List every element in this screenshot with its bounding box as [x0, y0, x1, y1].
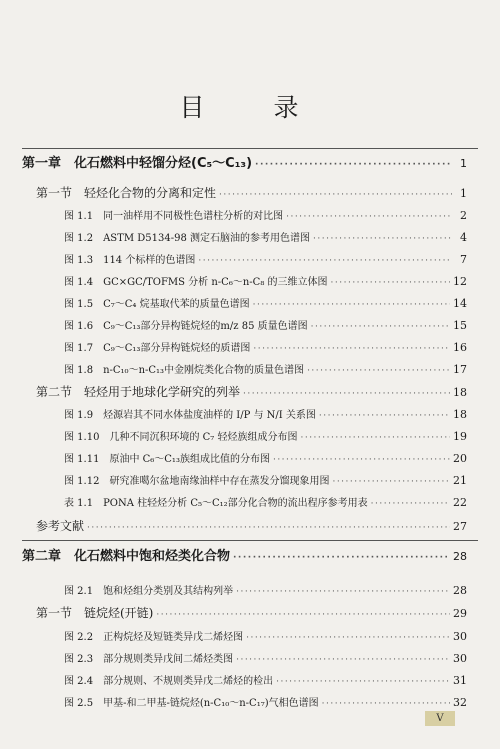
toc-page-number: 1 [460, 187, 467, 200]
toc-figure[interactable] [64, 582, 467, 597]
toc-figure[interactable] [64, 406, 467, 421]
toc-figure[interactable] [64, 251, 467, 266]
toc-figure-label: 图 1.7 C₉～C₁₃部分异构链烷烃的质谱图 [64, 343, 251, 354]
toc-leader [253, 344, 450, 354]
toc-page-number: 1 [460, 157, 467, 170]
toc-section-label: 第二节 轻烃用于地球化学研究的列举 [36, 385, 241, 399]
toc-figure-label: 图 2.3 部分规则类异戊间二烯烃类图 [64, 654, 234, 665]
toc-figure[interactable] [64, 672, 467, 687]
toc-figure-label: 图 1.1 同一油样用不同极性色谱柱分析的对比图 [64, 211, 284, 222]
toc-leader [236, 587, 450, 597]
toc-figure-label: 图 1.12 研究准噶尔盆地南缘油样中存在蒸发分馏现象用图 [64, 476, 330, 487]
toc-section[interactable] [36, 383, 467, 400]
toc-page-number: 27 [453, 520, 467, 533]
toc-section-label: 第一节 轻烃化合物的分离和定性 [36, 186, 217, 200]
toc-table-label: 表 1.1 PONA 柱轻烃分析 C₅～C₁₂部分化合物的流出程序参考用表 [64, 498, 368, 509]
toc-figure[interactable] [64, 317, 467, 332]
toc-page-number: 2 [460, 209, 467, 222]
toc-page-number: 19 [453, 430, 467, 443]
toc-figure[interactable] [64, 450, 467, 465]
toc-figure-label: 图 1.5 C₇～C₄ 烷基取代苯的质量色谱图 [64, 299, 250, 310]
toc-figure[interactable] [64, 650, 467, 665]
toc-page-number: 31 [453, 674, 467, 687]
toc-figure[interactable] [64, 207, 467, 222]
toc-chapter[interactable] [22, 545, 467, 564]
chapter-rule [22, 148, 478, 149]
toc-leader [87, 523, 450, 533]
toc-figure[interactable] [64, 229, 467, 244]
toc-chapter-label: 第一章 化石燃料中轻馏分烃(C₅～C₁₃) [22, 156, 253, 171]
toc-figure-label: 图 1.10 几种不同沉积环境的 C₇ 轻烃族组成分布图 [64, 432, 298, 443]
toc-page-number: 30 [453, 652, 467, 665]
toc-page-number: 16 [453, 341, 467, 354]
toc-figure[interactable] [64, 428, 467, 443]
toc-leader [253, 300, 450, 310]
chapter-rule [22, 540, 478, 541]
toc-leader [236, 655, 450, 665]
toc-leader [198, 256, 452, 266]
toc-leader [311, 322, 450, 332]
toc-page-number: 17 [453, 363, 467, 376]
toc-leader [322, 699, 450, 709]
page-title: 目 录 [179, 93, 321, 122]
toc-leader [219, 190, 452, 200]
toc-page-number: 30 [453, 630, 467, 643]
toc-leader [156, 610, 450, 620]
toc-figure[interactable] [64, 628, 467, 643]
toc-leader [243, 389, 450, 399]
toc-page-number: 29 [453, 607, 467, 620]
toc-section[interactable] [36, 604, 467, 621]
page-number-badge: V [425, 711, 455, 726]
toc-figure-label: 图 2.2 正构烷烃及短链类异戊二烯烃图 [64, 632, 244, 643]
toc-leader [319, 411, 450, 421]
toc-chapter-label: 第二章 化石燃料中饱和烃类化合物 [22, 549, 231, 564]
toc-page-number: 18 [453, 386, 467, 399]
toc-figure-label: 图 1.8 n-C₁₀～n-C₁₃中金刚烷类化合物的质量色谱图 [64, 365, 305, 376]
toc-figure-label: 图 1.4 GC×GC/TOFMS 分析 n-C₆～n-C₈ 的三维立体图 [64, 277, 328, 288]
toc-leader [331, 278, 450, 288]
toc-page-number: 18 [453, 408, 467, 421]
toc-page-number: 12 [453, 275, 467, 288]
toc-figure-label: 图 1.2 ASTM D5134-98 测定石脑油的参考用色谱图 [64, 233, 310, 244]
toc-figure[interactable] [64, 273, 467, 288]
toc-page-number: 14 [453, 297, 467, 310]
toc-leader [273, 455, 450, 465]
toc-leader [307, 366, 450, 376]
toc-leader [313, 234, 452, 244]
toc-table[interactable] [64, 494, 467, 509]
toc-leader [255, 160, 452, 170]
toc-references[interactable] [36, 517, 467, 534]
toc-figure-label: 图 1.11 原油中 C₆～C₁₃族组成比值的分布图 [64, 454, 270, 465]
toc-figure[interactable] [64, 339, 467, 354]
toc-figure-label: 图 1.6 C₉～C₁₃部分异构链烷烃的m/z 85 质量色谱图 [64, 321, 308, 332]
toc-figure[interactable] [64, 361, 467, 376]
toc-figure[interactable] [64, 295, 467, 310]
toc-figure-label: 图 2.4 部分规则、不规则类异戊二烯烃的检出 [64, 676, 274, 687]
toc-page-number: 21 [453, 474, 467, 487]
toc-section[interactable] [36, 184, 467, 201]
toc-leader [276, 677, 450, 687]
toc-leader [233, 553, 450, 563]
toc-figure-label: 图 2.1 饱和烃组分类别及其结构列举 [64, 586, 234, 597]
toc-page-number: 15 [453, 319, 467, 332]
toc-figure[interactable] [64, 694, 467, 709]
toc-figure-label: 图 1.9 烃源岩其不同水体盐度油样的 I/P 与 N/I 关系图 [64, 410, 316, 421]
toc-page-number: 28 [453, 550, 467, 563]
toc-figure[interactable] [64, 472, 467, 487]
toc-page-number: 32 [453, 696, 467, 709]
toc-page-number: 4 [460, 231, 467, 244]
toc-leader [332, 477, 450, 487]
toc-page-number: 20 [453, 452, 467, 465]
toc-chapter[interactable] [22, 152, 467, 171]
toc-section-label: 第一节 链烷烃(开链) [36, 606, 154, 620]
toc-leader [286, 212, 452, 222]
toc-page-number: 28 [453, 584, 467, 597]
toc-figure-label: 图 2.5 甲基-和二甲基-链烷烃(n-C₁₀～n-C₁₇)气相色谱图 [64, 698, 319, 709]
toc-figure-label: 图 1.3 114 个标样的色谱图 [64, 255, 196, 266]
toc-leader [371, 499, 450, 509]
toc-references-label: 参考文献 [36, 519, 85, 533]
toc-leader [300, 433, 450, 443]
toc-leader [246, 633, 450, 643]
toc-page-number: 22 [453, 496, 467, 509]
toc-page-number: 7 [460, 253, 467, 266]
